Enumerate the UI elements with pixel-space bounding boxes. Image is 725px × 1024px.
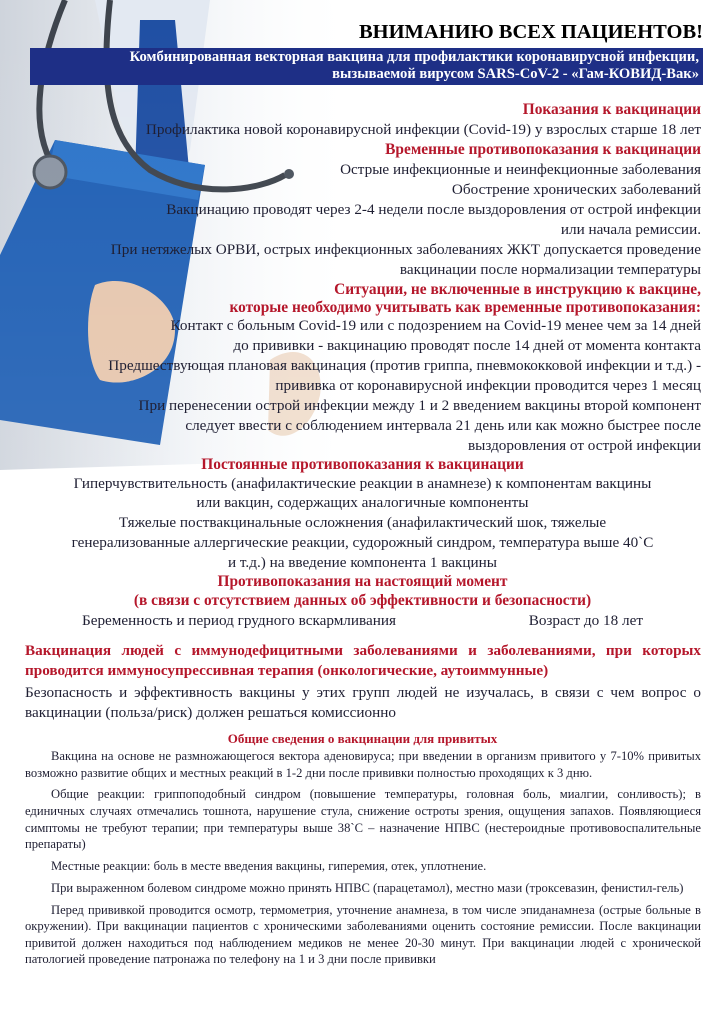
temp-contra-line-3: Вакцинацию проводят через 2-4 недели после выздоровления от острой инфекции — [166, 201, 701, 218]
general-info-heading: Общие сведения о вакцинации для привитых — [227, 731, 498, 746]
pregnancy-item: Беременность и период грудного вскармливания — [82, 612, 396, 629]
indications-heading: Показания к вакцинации — [522, 101, 701, 118]
temp-contra-line-5: При нетяжелых ОРВИ, острых инфекционных заболеваниях ЖКТ допускается проведение — [110, 241, 701, 258]
temp-contra-line-6: вакцинации после нормализации температуры — [399, 261, 701, 278]
general-info-paragraph: Вакцина на основе не размножающегося вектора аденовируса; при введении в организм привитого у 7-10% привитых возможно развитие общих и местных реакций в 1-2 дни после прививки полностью проходящих к 3 дню. — [25, 749, 701, 780]
situations-line-6: следует ввести с соблюдением интервала 21 день или как можно быстрее после — [185, 417, 701, 434]
temp-contra-line-2: Обострение хронических заболеваний — [451, 181, 701, 198]
general-info-paragraph: При выраженном болевом синдроме можно принять НПВС (парацетамол), местно мази (троксевазин, фенистил-гель) — [51, 880, 684, 895]
current-contraindications-heading-2: (в связи с отсутствием данных об эффективности и безопасности) — [133, 592, 592, 609]
situations-line-1: Контакт с больным Covid-19 или с подозрением на Covid-19 менее чем за 14 дней — [170, 317, 701, 334]
vaccine-name-banner — [30, 48, 703, 85]
general-info-paragraph: Перед прививкой проводится осмотр, термометрия, уточнение анамнеза, в том числе эпиданамнеза (острые больные в окружении). При вакцинации пациентов с хроническими заболеваниями оценить состояние ремиссии. После вакцинации привитой должен находиться под наблюдением медиков не менее 20-30 минут. При вакцинации людей с хронической патологией проведение патронажа по телефону на 1 и 3 дни после прививки — [25, 902, 701, 967]
indications-text: Профилактика новой коронавирусной инфекции (Covid-19) у взрослых старше 18 лет — [145, 121, 701, 138]
situations-line-2: до прививки - вакцинацию проводят после 14 дней от момента контакта — [233, 337, 701, 354]
permanent-contraindications-heading: Постоянные противопоказания к вакцинации — [201, 456, 524, 473]
temp-contra-line-1: Острые инфекционные и неинфекционные заболевания — [340, 161, 701, 178]
situations-line-7: выздоровления от острой инфекции — [467, 437, 701, 454]
page-title: ВНИМАНИЮ ВСЕХ ПАЦИЕНТОВ! — [358, 21, 703, 43]
banner-line-1: Комбинированная векторная вакцина для профилактики коронавирусной инфекции, — [129, 49, 699, 65]
banner-line-2: вызываемой вирусом SARS-CoV-2 - «Гам-КОВИД-Вак» — [332, 66, 699, 82]
general-info-paragraph: Общие реакции: гриппоподобный синдром (повышение температуры, головная боль, миалгии, сонливость); в единичных случаях отмечались тошнота, нарушение стула, снижение остроты зрения, ощущения запахов. Появляющиеся симптомы не требуют терапии; при температуры выше 38`С – назначение НПВС (нестероидные противовоспалительные препараты) — [25, 787, 701, 852]
situations-line-4: прививка от коронавирусной инфекции проводится через 1 месяц — [275, 377, 701, 394]
situations-heading-1: Ситуации, не включенные в инструкцию к вакцине, — [334, 281, 701, 298]
general-info-body — [25, 748, 701, 973]
situations-line-5: При перенесении острой инфекции между 1 и 2 введением вакцины второй компонент — [138, 397, 701, 414]
immunodeficient-text: Безопасность и эффективность вакцины у этих групп людей не изучалась, в связи с чем вопрос о вакцинации (польза/риск) должен решаться комиссионно — [25, 684, 701, 721]
perm-contra-line-4: генерализованные аллергические реакции, судорожный синдром, температура выше 40`С — [71, 534, 654, 551]
age-item: Возраст до 18 лет — [528, 612, 643, 629]
perm-contra-line-5: и т.д.) на введение компонента 1 вакцины — [228, 554, 497, 571]
temp-contra-line-4: или начала ремиссии. — [560, 221, 701, 238]
temporary-contraindications-heading: Временные противопоказания к вакцинации — [385, 141, 701, 158]
immunodeficient-heading: Вакцинация людей с иммунодефицитными заболеваниями и заболеваниями, при которых проводится иммуносупрессивная терапия (онкологические, аутоиммунные) — [25, 642, 701, 679]
perm-contra-line-2: или вакцин, содержащих аналогичные компоненты — [196, 494, 529, 511]
perm-contra-line-3: Тяжелые поствакцинальные осложнения (анафилактический шок, тяжелые — [118, 514, 607, 531]
perm-contra-line-1: Гиперчувствительность (анафилактические реакции в анамнезе) к компонентам вакцины — [73, 475, 652, 492]
general-info-paragraph: Местные реакции: боль в месте введения вакцины, гиперемия, отек, уплотнение. — [51, 858, 487, 873]
situations-heading-2: которые необходимо учитывать как временные противопоказания: — [229, 299, 701, 316]
situations-line-3: Предшествующая плановая вакцинация (против гриппа, пневмококковой инфекции и т.д.) - — [108, 357, 701, 374]
current-contraindications-heading-1: Противопоказания на настоящий момент — [217, 573, 508, 590]
